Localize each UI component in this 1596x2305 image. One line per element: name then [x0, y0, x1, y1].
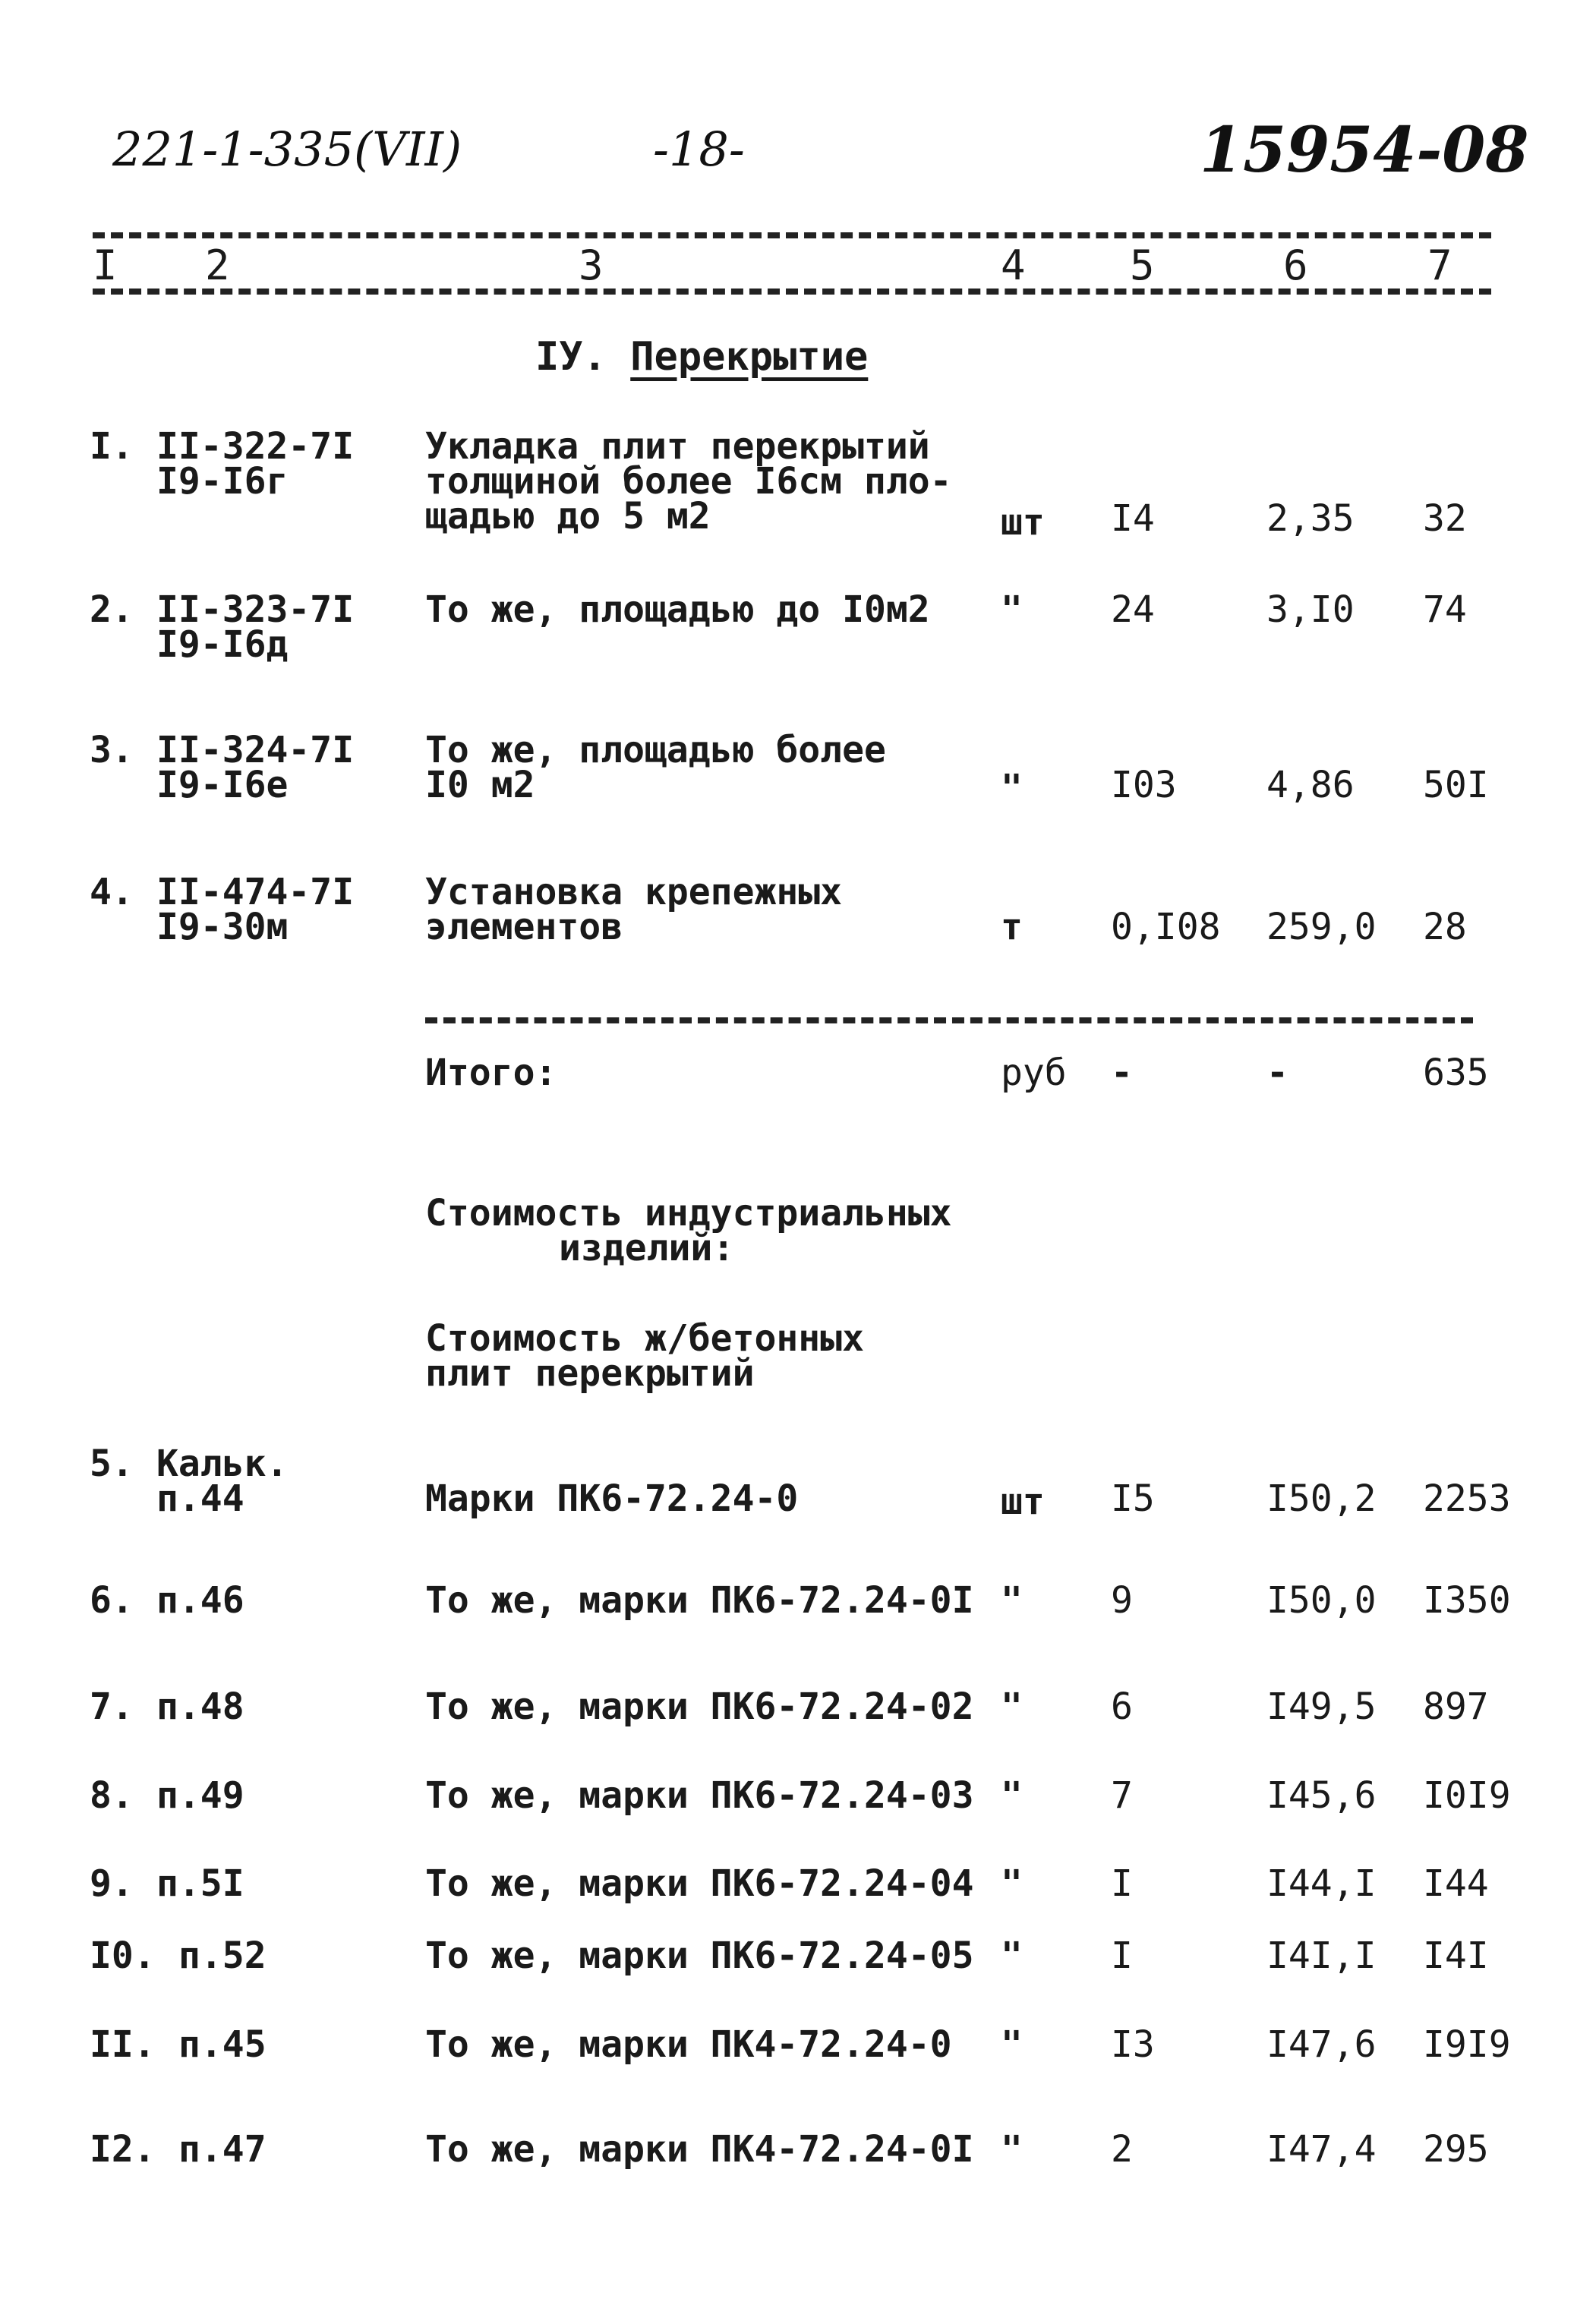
item-description: То же, марки ПК6-72.24-03	[425, 1774, 974, 1817]
item-reference: п.47	[178, 2128, 267, 2171]
item-quantity: I5	[1111, 1477, 1155, 1520]
item-price: I4I,I	[1266, 1934, 1377, 1977]
item-description: толщиной более I6см пло-	[425, 460, 952, 503]
item-price: I44,I	[1266, 1862, 1377, 1905]
item-total: 74	[1423, 588, 1467, 631]
item-number: 2.	[90, 588, 134, 631]
item-total: 2253	[1423, 1477, 1511, 1520]
column-number-6: 6	[1283, 241, 1308, 289]
item-quantity: I	[1111, 1934, 1133, 1977]
item-quantity: 24	[1111, 588, 1155, 631]
column-number-1: I	[93, 241, 118, 289]
page-number: -18-	[653, 121, 745, 177]
item-description: Марки ПК6-72.24-0	[425, 1477, 799, 1520]
subtotal-label: Итого:	[425, 1052, 557, 1094]
divider-subtotal	[425, 1017, 1473, 1023]
note-industrial-products-cont: изделий:	[559, 1227, 735, 1269]
document-code: 221-1-335(VII)	[112, 121, 462, 177]
subtotal-total: 635	[1423, 1052, 1489, 1094]
item-unit: "	[1001, 2128, 1023, 2171]
item-price: I45,6	[1266, 1774, 1377, 1817]
item-code: II-322-7I	[156, 425, 355, 468]
item-quantity: I	[1111, 1862, 1133, 1905]
item-quantity: I03	[1111, 764, 1177, 806]
item-code: II-474-7I	[156, 871, 355, 913]
item-number: 9.	[90, 1862, 134, 1905]
item-price: 3,I0	[1266, 588, 1355, 631]
item-total: 897	[1423, 1685, 1489, 1728]
item-unit: шт	[1001, 501, 1045, 544]
item-quantity: I4	[1111, 497, 1155, 540]
item-quantity: I3	[1111, 2023, 1155, 2066]
item-price: I49,5	[1266, 1685, 1377, 1728]
item-total: I9I9	[1423, 2023, 1511, 2066]
subtotal-price: -	[1266, 1052, 1288, 1094]
item-number: 8.	[90, 1774, 134, 1817]
column-number-4: 4	[1001, 241, 1026, 289]
section-name: Перекрытие	[630, 334, 869, 380]
item-code-sub: I9-I6е	[156, 764, 289, 806]
item-code: II-324-7I	[156, 729, 355, 771]
item-price: 259,0	[1266, 906, 1377, 948]
item-quantity: 7	[1111, 1774, 1133, 1817]
item-total: I44	[1423, 1862, 1489, 1905]
item-number: 6.	[90, 1579, 134, 1622]
item-reference: Кальк.	[156, 1443, 289, 1485]
item-reference: п.46	[156, 1579, 244, 1622]
item-code-sub: I9-I6д	[156, 623, 289, 666]
note-concrete-slabs: Стоимость ж/бетонных	[425, 1317, 864, 1360]
item-number: I.	[90, 425, 134, 468]
item-reference: п.48	[156, 1685, 244, 1728]
item-unit: шт	[1001, 1480, 1045, 1523]
item-quantity: 0,I08	[1111, 906, 1221, 948]
item-reference: п.49	[156, 1774, 244, 1817]
note-industrial-products: Стоимость индустриальных	[425, 1192, 952, 1234]
item-unit: "	[1001, 1934, 1023, 1977]
item-total: 50I	[1423, 764, 1489, 806]
item-unit: "	[1001, 767, 1023, 809]
item-quantity: 9	[1111, 1579, 1133, 1622]
subtotal-quantity: -	[1111, 1052, 1133, 1094]
item-total: 28	[1423, 906, 1467, 948]
item-description: То же, площадью более	[425, 729, 886, 771]
item-unit: "	[1001, 2023, 1023, 2066]
column-number-2: 2	[205, 241, 230, 289]
item-price: I50,2	[1266, 1477, 1377, 1520]
item-code: II-323-7I	[156, 588, 355, 631]
item-description: элементов	[425, 906, 623, 948]
item-description: Укладка плит перекрытий	[425, 425, 930, 468]
item-price: I47,6	[1266, 2023, 1377, 2066]
item-reference: п.5I	[156, 1862, 244, 1905]
column-number-3: 3	[579, 241, 604, 289]
item-number: I0.	[90, 1934, 156, 1977]
item-description: То же, марки ПК6-72.24-02	[425, 1685, 974, 1728]
item-reference: п.52	[178, 1934, 267, 1977]
item-number: 7.	[90, 1685, 134, 1728]
item-total: 32	[1423, 497, 1467, 540]
item-description: Установка крепежных	[425, 871, 843, 913]
item-quantity: 6	[1111, 1685, 1133, 1728]
item-unit: "	[1001, 1774, 1023, 1817]
item-reference: п.45	[178, 2023, 267, 2066]
item-description: То же, площадью до I0м2	[425, 588, 930, 631]
sheet-number: 15954-08	[1200, 114, 1529, 187]
subtotal-unit: руб	[1001, 1052, 1067, 1094]
item-price: I50,0	[1266, 1579, 1377, 1622]
item-number: 5.	[90, 1443, 134, 1485]
item-description: То же, марки ПК6-72.24-04	[425, 1862, 974, 1905]
item-unit: т	[1001, 906, 1023, 948]
item-quantity: 2	[1111, 2128, 1133, 2171]
note-concrete-slabs-cont: плит перекрытий	[425, 1352, 755, 1395]
item-description: То же, марки ПК4-72.24-0I	[425, 2128, 974, 2171]
item-total: I0I9	[1423, 1774, 1511, 1817]
item-number: 4.	[90, 871, 134, 913]
divider-top	[93, 232, 1491, 238]
column-number-7: 7	[1427, 241, 1452, 289]
section-number: IУ.	[535, 334, 607, 380]
column-number-5: 5	[1130, 241, 1155, 289]
item-price: 2,35	[1266, 497, 1355, 540]
item-code-sub: I9-30м	[156, 906, 289, 948]
item-description: То же, марки ПК4-72.24-0	[425, 2023, 952, 2066]
item-unit: "	[1001, 1579, 1023, 1622]
item-unit: "	[1001, 1862, 1023, 1905]
section-title	[535, 334, 868, 380]
item-unit: "	[1001, 588, 1023, 631]
item-number: 3.	[90, 729, 134, 771]
item-description: То же, марки ПК6-72.24-0I	[425, 1579, 974, 1622]
item-total: I4I	[1423, 1934, 1489, 1977]
item-code-sub: I9-I6г	[156, 460, 289, 503]
divider-header	[93, 289, 1491, 295]
item-number: II.	[90, 2023, 156, 2066]
item-price: 4,86	[1266, 764, 1355, 806]
item-number: I2.	[90, 2128, 156, 2171]
item-unit: "	[1001, 1685, 1023, 1728]
item-description: То же, марки ПК6-72.24-05	[425, 1934, 974, 1977]
item-total: 295	[1423, 2128, 1489, 2171]
item-description: I0 м2	[425, 764, 535, 806]
item-total: I350	[1423, 1579, 1511, 1622]
item-reference-sub: п.44	[156, 1477, 244, 1520]
item-price: I47,4	[1266, 2128, 1377, 2171]
item-description: щадью до 5 м2	[425, 495, 711, 538]
